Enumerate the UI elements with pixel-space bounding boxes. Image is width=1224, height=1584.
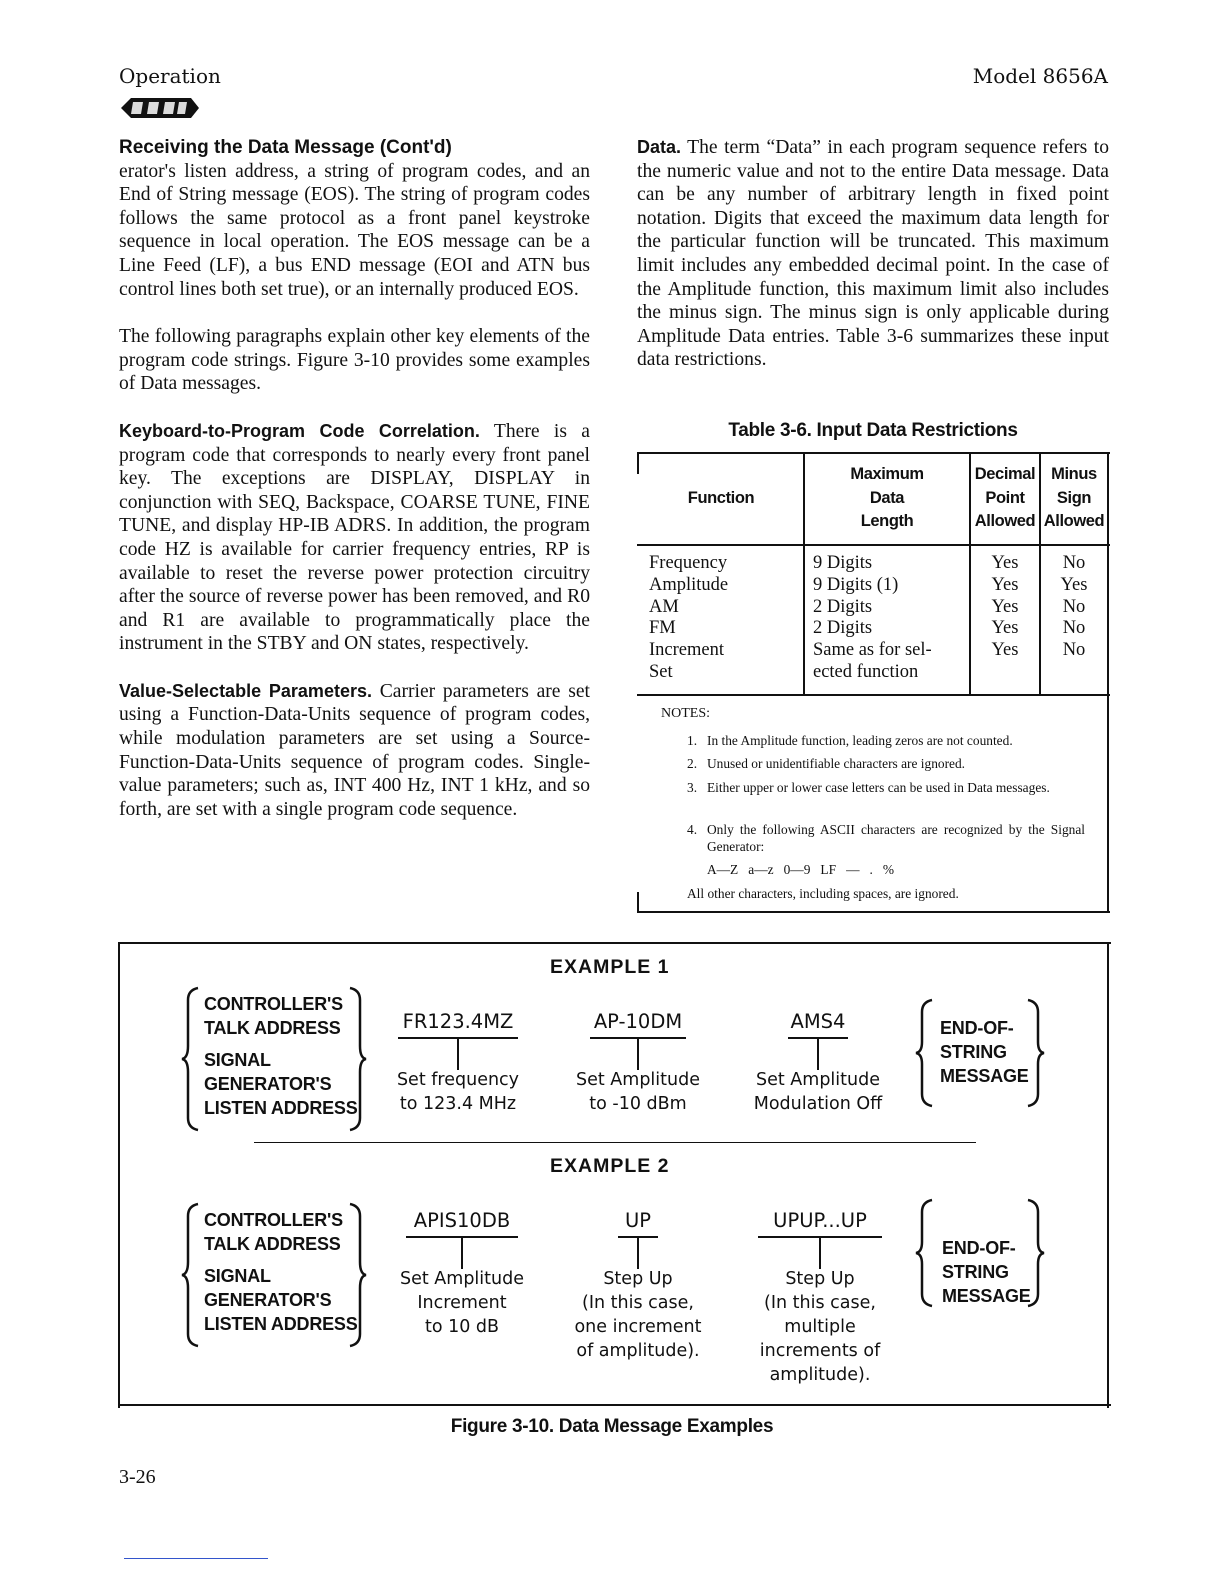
figure-bottom-rule — [118, 1404, 1111, 1406]
example-1-eos-message: END-OF- STRING MESSAGE — [940, 1018, 1029, 1086]
left-text-column — [119, 136, 590, 845]
left-brace-icon — [180, 1202, 200, 1348]
page-number: 3-26 — [119, 1466, 156, 1488]
left-brace-icon — [180, 986, 200, 1132]
column-header-minus: Minus Sign Allowed — [1043, 465, 1105, 530]
runin-heading: Data. — [637, 137, 682, 157]
right-brace-icon — [1026, 1198, 1046, 1308]
right-brace-icon — [348, 1202, 368, 1348]
example-1-desc-frequency: Set frequency to 123.4 MHz — [396, 1070, 520, 1114]
figure-top-rule — [118, 942, 1111, 944]
notes-title: NOTES: — [661, 706, 710, 721]
example-1-code-amplitude: AP-10DM — [593, 1010, 683, 1033]
example-1-title: EXAMPLE 1 — [550, 956, 670, 978]
table-left-tick — [637, 452, 639, 474]
column-header-max-length: Maximum Data Length — [850, 465, 924, 530]
left-brace-icon — [914, 1198, 934, 1308]
table-right-border — [1107, 452, 1109, 913]
running-header-section: Operation — [119, 64, 221, 88]
table-bottom-rule — [637, 911, 1110, 913]
runin-heading: Value-Selectable Parameters. — [119, 680, 372, 701]
example-1-desc-amplitude: Set Amplitude to -10 dBm — [576, 1070, 700, 1114]
figure-left-border — [118, 942, 120, 1408]
example-1-code-am: AMS4 — [790, 1010, 846, 1033]
paragraph-body: There is a program code that corresponds to nearly every front panel key. The exceptions are DISPLAY, DISPLAY in conjunction with SEQ, Backspace, COARSE TUNE, FINE TUNE, and display HP-IB ADRS. In addition, the program code HZ is available for carrier frequency entries, RP is available to reset the reverse power protection circuitry after the source of reverse power has been removed, and R0 and R1 are available to programmatically place the instrument in the STBY and ON states, respectively. — [119, 420, 590, 655]
example-2-desc-up: Step Up (In this case, one increment of amplitude). — [574, 1269, 702, 1361]
paragraph-body: The term “Data” in each program sequence refers to the numeric value and not to the entire Data message. Data can be any number of arbitrary length in fixed point notation. Digits that exceed the maximum data length for the particular function will be truncated. This maximum limit includes any embedded decimal point. In the case of the Amplitude function, this maximum limit also includes the minus sign. The minus sign is only applicable during Amplitude Data entries. Table 3-6 summarizes these input data restrictions. — [637, 137, 1109, 371]
table-cells-minus: No Yes No No No — [1060, 553, 1088, 661]
example-2-eos-message: END-OF- STRING MESSAGE — [942, 1238, 1031, 1306]
table-cells-max-length: 9 Digits 9 Digits (1) 2 Digits 2 Digits Same as for sel- ected function — [813, 553, 932, 682]
table-cells-function: Frequency Amplitude AM FM Increment Set — [649, 553, 729, 682]
example-1-addresses: CONTROLLER'S TALK ADDRESS SIGNAL GENERATOR'S LISTEN ADDRESS — [204, 994, 358, 1118]
column-header-decimal: Decimal Point Allowed — [974, 465, 1036, 530]
example-2-addresses: CONTROLLER'S TALK ADDRESS SIGNAL GENERATOR'S LISTEN ADDRESS — [204, 1210, 358, 1334]
paragraph-value-selectable — [119, 680, 590, 822]
paragraph-data — [637, 136, 1109, 372]
right-brace-icon — [348, 986, 368, 1132]
runin-heading: Keyboard-to-Program Code Correlation. — [119, 420, 480, 441]
paragraph-other-elements: The following paragraphs explain other key elements of the program code strings. Figure 3-10 provides some examples of Data messages. — [119, 326, 590, 395]
figure-caption: Figure 3-10. Data Message Examples — [450, 1416, 774, 1437]
example-1-desc-am: Set Amplitude Modulation Off — [753, 1070, 883, 1114]
note-ascii-characters: A—Z a—z 0—9 LF — . % — [707, 862, 895, 877]
data-message-examples-figure — [118, 942, 1111, 1408]
left-brace-icon — [914, 998, 934, 1108]
section-heading: Receiving the Data Message (Cont'd) — [119, 137, 452, 158]
input-data-restrictions-table: Function Maximum Data Length Decimal Point Allowed Minus Sign Allowed Frequency Amplitude AM FM Increment Set 9 Digits 9 Digits (1) 2 Digits 2 Digits Same as for sel- ected function Yes Yes Yes Yes Yes No Yes No No No NOTES: 1. In the Amplitude function, leading zeros are not counted. 2. Unused or unidentifiable characters are ignored. 3. Either upper or lower case letters can be used in Data messages. 4. Only the following ASCII characters are recognized by the Signal Generator: A—Z a—z 0—9 LF — . % All other characters, including spaces, are ignored. — [637, 452, 1110, 913]
running-header-model: Model 8656A — [972, 64, 1108, 88]
paragraph-keyboard-correlation — [119, 420, 590, 656]
figure-right-border — [1107, 942, 1109, 1408]
column-header-function: Function — [687, 489, 755, 507]
example-2-title: EXAMPLE 2 — [550, 1155, 670, 1177]
t-connector-icon — [406, 1235, 518, 1271]
example-2-desc-multiple-up: Step Up (In this case, multiple increments of amplitude). — [759, 1269, 881, 1385]
example-1-code-frequency: FR123.4MZ — [402, 1010, 514, 1033]
paragraph-receiving: erator's listen address, a string of program codes, and an End of String message (EOS). The string of program codes follows the same protocol as a front panel keystroke sequence in local operation. The EOS message can be a Line Feed (LF), a bus END message (EOI and ATN bus control lines both set true), or an internally produced EOS. — [119, 160, 590, 300]
t-connector-icon — [788, 1036, 848, 1072]
t-connector-icon — [398, 1036, 518, 1072]
hp-ib-logo-icon — [119, 96, 201, 120]
footer-rule — [124, 1558, 268, 1559]
t-connector-icon — [618, 1235, 658, 1271]
paragraph-body: Carrier parameters are set using a Function-Data-Units sequence of program codes, while modulation parameters are set using a Source-Function-Data-Units sequence of program codes. Single-value parameters; such as, INT 400 Hz, INT 1 kHz, and so forth, are set with a single program code sequence. — [119, 680, 590, 820]
note-footer: All other characters, including spaces, are ignored. — [687, 886, 959, 901]
right-text-column — [637, 136, 1109, 396]
example-2-code-multiple-up: UPUP...UP — [773, 1209, 867, 1232]
table-left-foot — [637, 892, 639, 913]
table-cells-decimal: Yes Yes Yes Yes Yes — [991, 553, 1019, 661]
example-2-code-increment: APIS10DB — [413, 1209, 511, 1232]
t-connector-icon — [590, 1036, 686, 1072]
t-connector-icon — [758, 1235, 882, 1271]
example-2-desc-increment: Set Amplitude Increment to 10 dB — [400, 1269, 524, 1337]
example-separator-rule — [254, 1142, 976, 1143]
example-2-code-up: UP — [624, 1209, 652, 1232]
table-title: Table 3-6. Input Data Restrictions — [728, 420, 1018, 441]
right-brace-icon — [1026, 998, 1046, 1108]
